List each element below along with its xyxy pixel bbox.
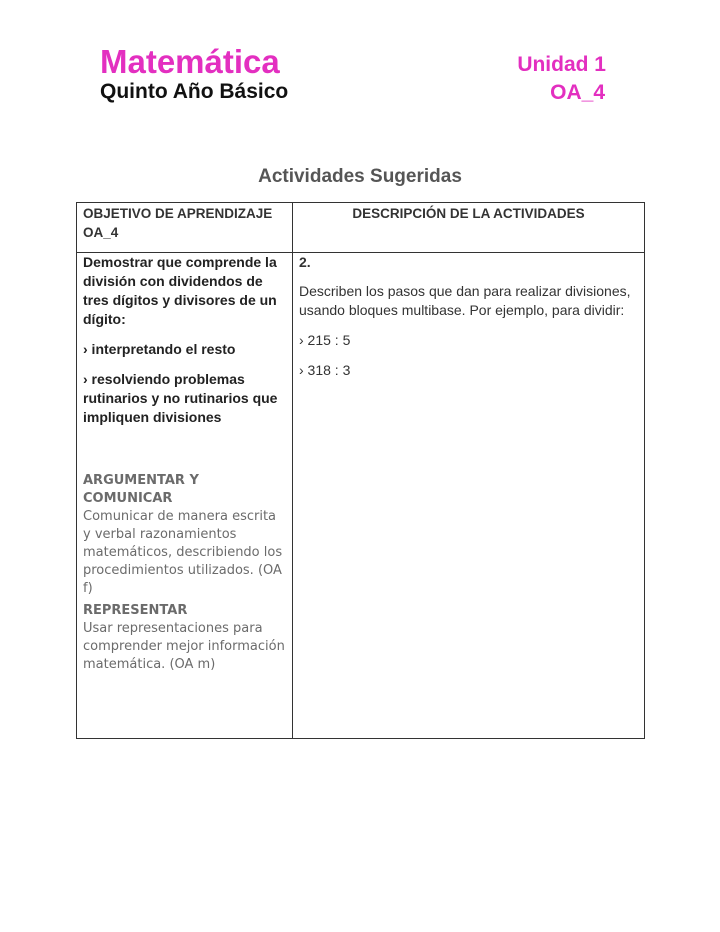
- objective-bullet: › resolviendo problemas rutinarios y no rutinarios que impliquen divisiones: [83, 371, 278, 425]
- skill-title: ARGUMENTAR Y COMUNICAR: [83, 473, 199, 506]
- objective-header: OBJETIVO DE APRENDIZAJE OA_4: [77, 203, 293, 253]
- description-header: DESCRIPCIÓN DE LA ACTIVIDADES: [293, 203, 645, 253]
- table-row: [77, 253, 645, 739]
- skill-text: Comunicar de manera escrita y verbal razonamientos matemáticos, describiendo los procedimientos utilizados. (OA f): [83, 509, 283, 596]
- section-title: Actividades Sugeridas: [258, 166, 462, 187]
- activity-example: › 318 : 3: [299, 362, 351, 378]
- grade-subtitle: Quinto Año Básico: [100, 80, 289, 103]
- skill-text: Usar representaciones para comprender mejor información matemática. (OA m): [83, 621, 285, 672]
- objective-bullet: › interpretando el resto: [83, 341, 236, 357]
- activity-example: › 215 : 5: [299, 332, 351, 348]
- objective-intro: Demostrar que comprende la división con dividendos de tres dígitos y divisores de un dígito:: [83, 254, 277, 327]
- skill-title: REPRESENTAR: [83, 603, 188, 618]
- activities-table: [76, 202, 645, 739]
- table-header-row: [77, 203, 645, 253]
- activity-number: 2.: [299, 254, 311, 270]
- oa-label: OA_4: [550, 81, 605, 104]
- description-cell: [293, 253, 645, 739]
- unit-label: Unidad 1: [517, 53, 606, 76]
- objective-cell: [77, 253, 293, 739]
- subject-title: Matemática: [100, 43, 280, 80]
- activity-text: Describen los pasos que dan para realizar divisiones, usando bloques multibase. Por ejemplo, para dividir:: [299, 283, 631, 318]
- skills-block: [83, 472, 286, 674]
